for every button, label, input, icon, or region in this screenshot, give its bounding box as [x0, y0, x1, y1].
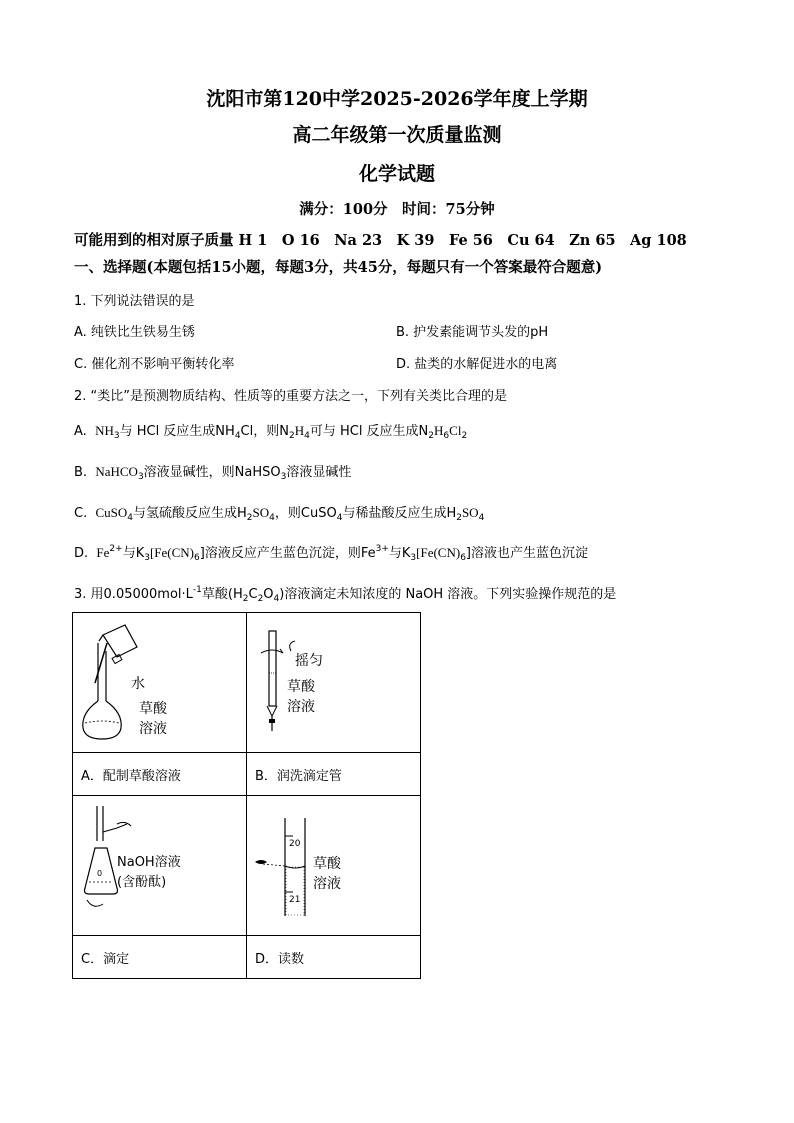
subject-title: 化学试题: [358, 163, 435, 185]
fig-a-water-label: 水: [131, 676, 145, 692]
figure-c-cell: [73, 796, 247, 936]
fig-d-liquid-label-1: 草酸: [313, 856, 341, 872]
q2-option-d: D. $Fe^{2+}$与$K_3[Fe(CN)_6]$溶液反应产生蓝色沉淀，则$Fe^{3+}$与$K_3[Fe(CN)_6]$溶液也产生蓝色沉淀: [74, 544, 588, 563]
fig-d-liquid-label-2: 溶液: [313, 876, 341, 892]
fig-b-liquid-label-2: 溶液: [287, 699, 315, 715]
fig-c-mark: 0: [97, 869, 103, 878]
fig-c-liquid-label-2: (含酚酞): [117, 875, 167, 890]
exam-title: 沈阳市第120中学2025-2026学年度上学期: [206, 88, 588, 110]
fig-d-tick-21: 21: [289, 895, 301, 905]
atomic-masses: 可能用到的相对原子质量 H 1 O 16 Na 23 K 39 Fe 56 Cu 64 Zn 65 Ag 108: [74, 232, 687, 249]
section-heading: 一、选择题(本题包括15小题，每题3分，共45分，每题只有一个答案最符合题意): [74, 259, 603, 276]
burette-reading-figure: [247, 796, 420, 931]
fig-c-liquid-label-1: NaOH溶液: [117, 855, 181, 870]
fig-b-shake-label: 摇匀: [295, 653, 323, 669]
q1-option-a: A. 纯铁比生铁易生锈: [74, 325, 195, 340]
fig-a-liquid-label-1: 草酸: [139, 701, 167, 717]
volumetric-flask-figure: [73, 613, 246, 748]
figure-a-cell: [73, 613, 247, 753]
experiment-table: [72, 612, 421, 979]
fig-a-liquid-label-2: 溶液: [139, 721, 167, 737]
q2-stem: 2. “类比”是预测物质结构、性质等的重要方法之一，下列有关类比合理的是: [74, 389, 508, 404]
q1-option-b: B. 护发素能调节头发的pH: [396, 325, 549, 340]
q1-option-c: C. 催化剂不影响平衡转化率: [74, 357, 235, 372]
q2-option-b: B. NaHCO$_3$溶液显碱性，则NaHSO$_3$溶液显碱性: [74, 464, 352, 482]
exam-subtitle: 高二年级第一次质量监测: [292, 124, 502, 146]
caption-a: A．配制草酸溶液: [73, 753, 247, 796]
q2-option-c: C. CuSO$_4$与氢硫酸反应生成$H_2SO_4$，则CuSO$_4$与稀盐酸反应生成$H_2SO_4$: [74, 505, 485, 523]
titration-figure: [73, 796, 246, 931]
q1-option-d: D. 盐类的水解促进水的电离: [396, 357, 558, 372]
figure-d-cell: [247, 796, 421, 936]
figure-b-cell: [247, 613, 421, 753]
score-time: 满分：100分 时间：75分钟: [299, 201, 495, 218]
q2-option-a: A. $NH_3$与 HCl 反应生成$NH_4Cl$，则$N_2H_4$可与 HCl 反应生成$N_2H_6Cl_2$: [74, 423, 468, 441]
fig-d-tick-20: 20: [289, 839, 301, 849]
caption-c: C．滴定: [73, 936, 247, 979]
q1-stem: 1. 下列说法错误的是: [74, 294, 195, 309]
caption-b: B．润洗滴定管: [247, 753, 421, 796]
caption-d: D．读数: [247, 936, 421, 979]
burette-rinse-figure: [247, 613, 420, 748]
q3-stem: 3. 用$0.05000mol\cdot L^{-1}$草酸$(H_2C_2O_4)$溶液滴定未知浓度的 NaOH 溶液。下列实验操作规范的是: [74, 585, 617, 604]
fig-b-liquid-label-1: 草酸: [287, 679, 315, 695]
